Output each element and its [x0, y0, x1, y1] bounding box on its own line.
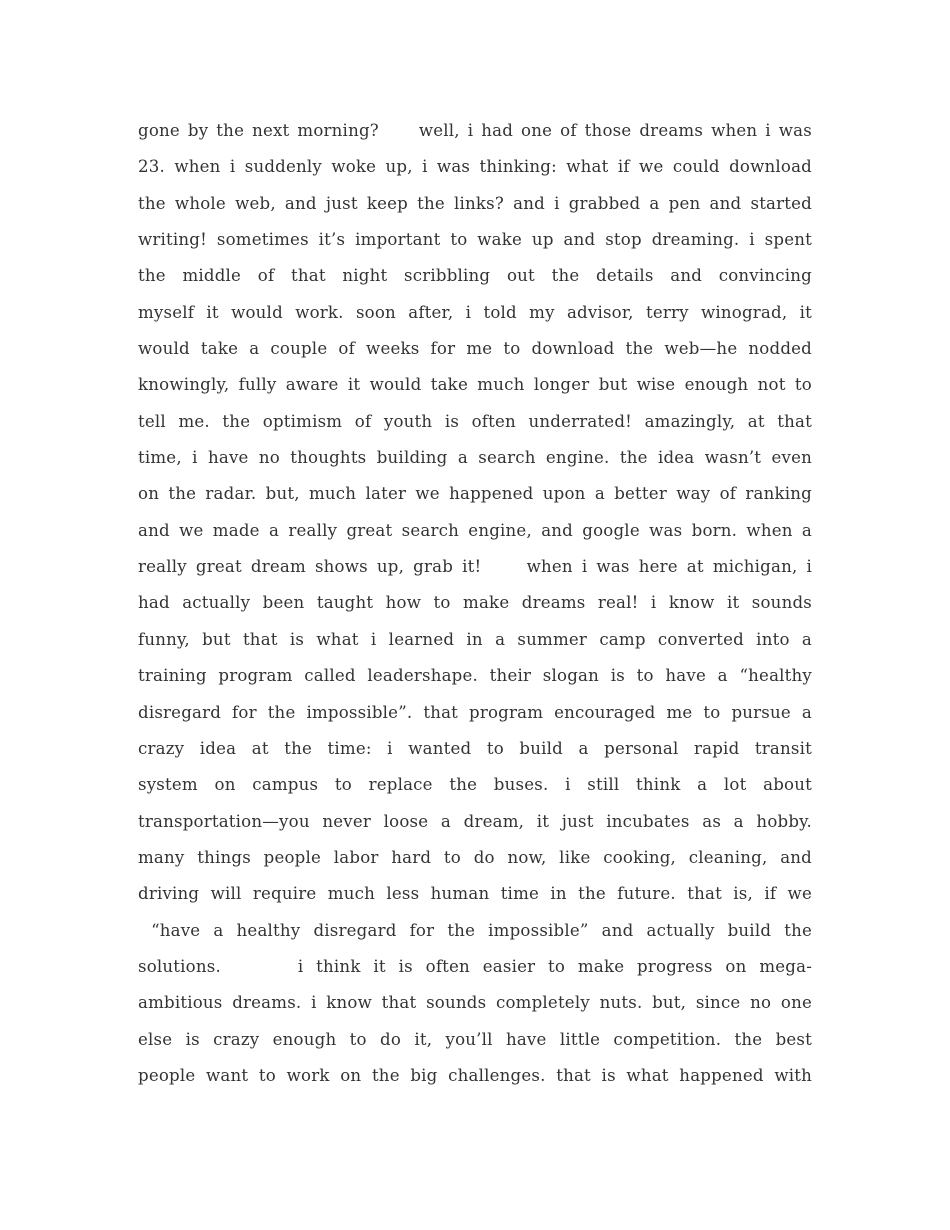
text-line: knowingly, fully aware it would take much longer but wise enough not to — [138, 375, 812, 395]
text-line: training program called leadershape. their slogan is to have a “healthy — [138, 666, 812, 686]
text-line: many things people labor hard to do now, like cooking, cleaning, and — [138, 847, 812, 867]
text-line: disregard for the impossible”. that program encouraged me to pursue a — [138, 702, 812, 722]
text-line: driving will require much less human time in the future. that is, if we — [138, 884, 812, 904]
text-line: transportation—you never loose a dream, it just incubates as a hobby. — [138, 811, 812, 831]
body-text — [138, 113, 812, 1094]
text-line: would take a couple of weeks for me to download the web—he nodded — [138, 339, 812, 359]
text-line: writing! sometimes it’s important to wake up and stop dreaming. i spent — [138, 230, 812, 250]
text-line: tell me. the optimism of youth is often underrated! amazingly, at that — [138, 411, 812, 431]
text-line: solutions. i think it is often easier to make progress on mega- — [138, 956, 812, 976]
text-line: had actually been taught how to make dreams real! i know it sounds — [138, 593, 812, 613]
text-line: the whole web, and just keep the links? and i grabbed a pen and started — [138, 193, 812, 213]
text-line: and we made a really great search engine, and google was born. when a — [138, 520, 812, 540]
text-line: time, i have no thoughts building a search engine. the idea wasn’t even — [138, 448, 812, 468]
text-line: gone by the next morning? well, i had one of those dreams when i was — [138, 121, 812, 140]
text-line: funny, but that is what i learned in a summer camp converted into a — [138, 629, 812, 649]
text-line: people want to work on the big challenges. that is what happened with — [138, 1065, 812, 1085]
text-line: the middle of that night scribbling out the details and convincing — [138, 266, 812, 286]
text-line: “have a healthy disregard for the impossible” and actually build the — [138, 920, 812, 940]
text-line: else is crazy enough to do it, you’ll have little competition. the best — [138, 1029, 812, 1049]
text-line: 23. when i suddenly woke up, i was thinking: what if we could download — [138, 157, 812, 177]
text-line: really great dream shows up, grab it! when i was here at michigan, i — [138, 557, 812, 577]
text-line: system on campus to replace the buses. i still think a lot about — [138, 775, 812, 795]
text-line: ambitious dreams. i know that sounds completely nuts. but, since no one — [138, 993, 812, 1013]
text-line: crazy idea at the time: i wanted to build a personal rapid transit — [138, 738, 812, 758]
text-line: on the radar. but, much later we happened upon a better way of ranking — [138, 484, 812, 504]
text-line: myself it would work. soon after, i told my advisor, terry winograd, it — [138, 302, 812, 322]
